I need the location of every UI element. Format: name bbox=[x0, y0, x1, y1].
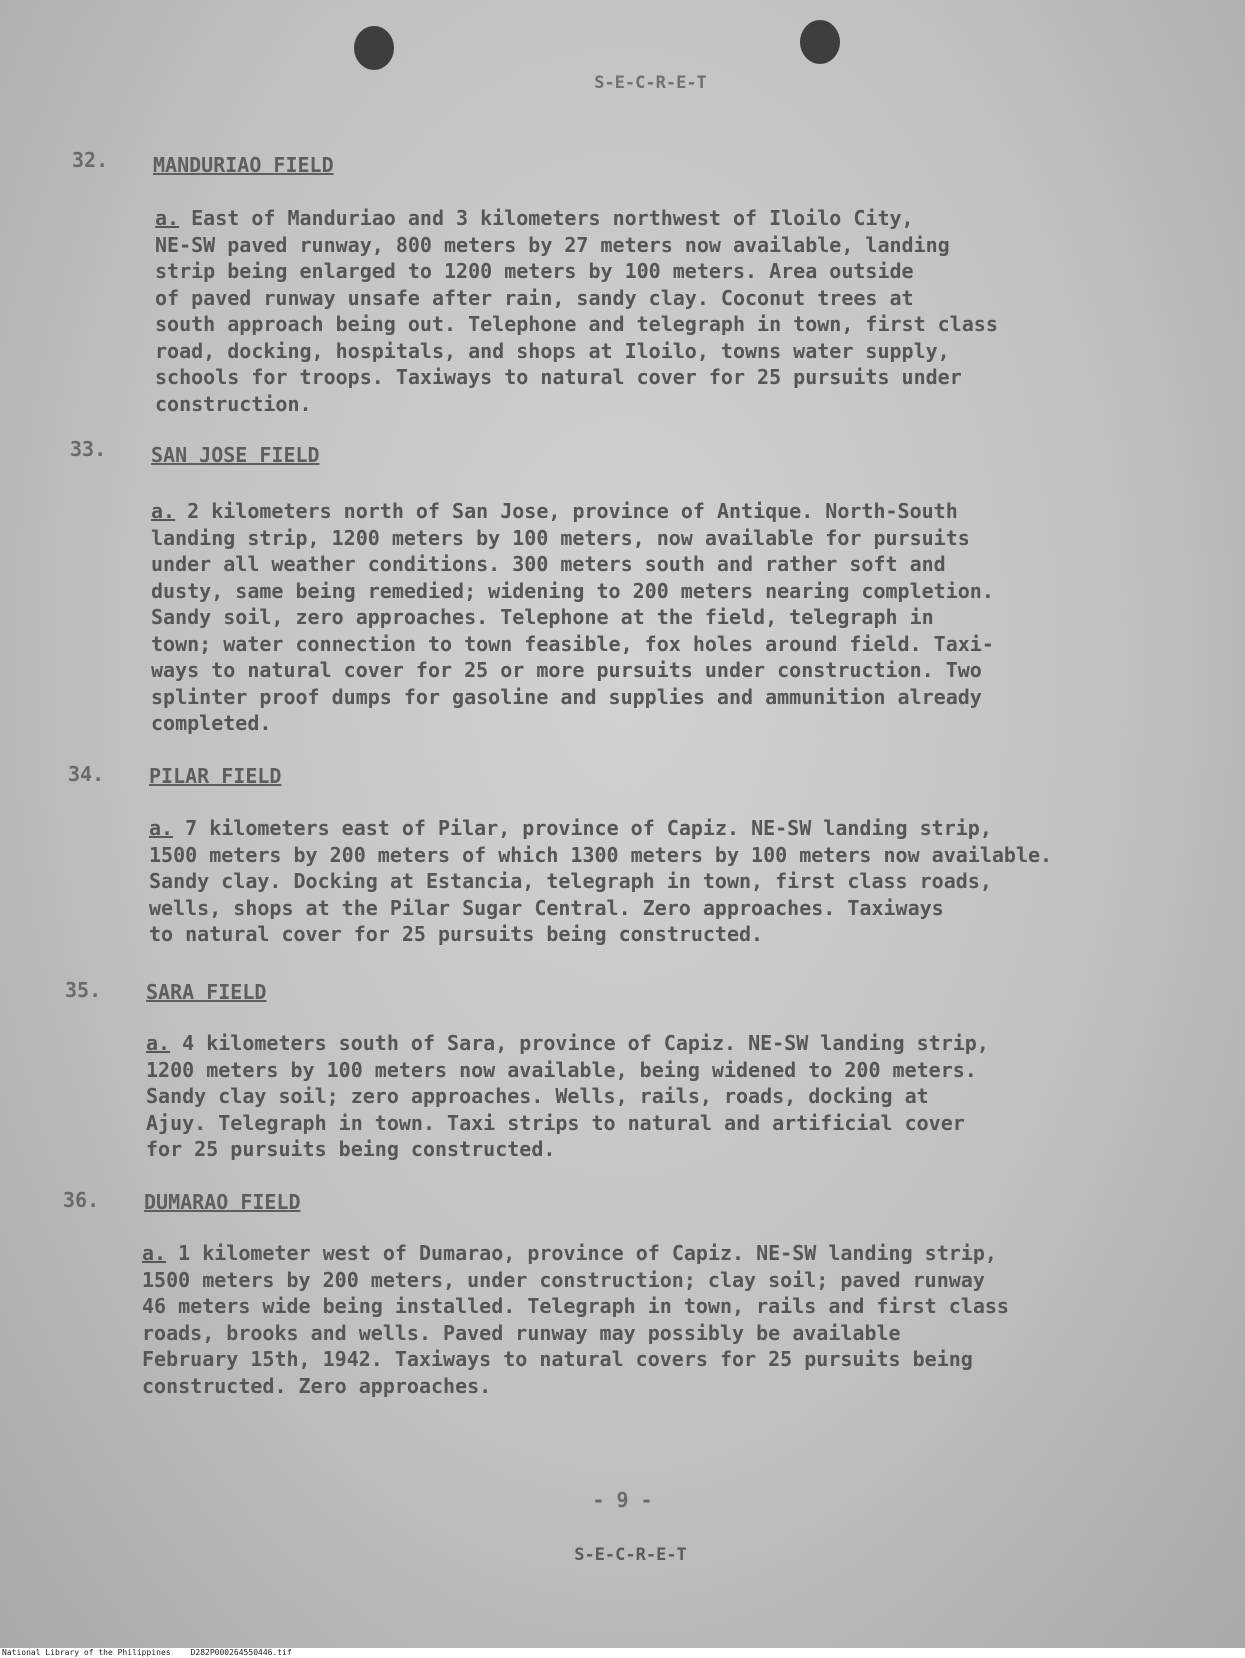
section-body bbox=[155, 205, 1145, 417]
file-id: D282P000264550446.tif bbox=[190, 1648, 292, 1657]
paragraph-letter: a. bbox=[149, 816, 174, 840]
paragraph-text: 4 kilometers south of Sara, province of Capiz. NE-SW landing strip, 1200 meters by 100 meters now available, being widened to 200 meters. Sandy clay soil; zero approaches. Wells, rails, roads, docking at Ajuy. Telegraph in town. Taxi strips to natural and artificial cover for 25 pursuits being constructed. bbox=[146, 1031, 989, 1161]
page-number: - 9 - bbox=[592, 1488, 653, 1512]
section-title: DUMARAO FIELD bbox=[144, 1190, 301, 1214]
section-number: 34. bbox=[68, 762, 105, 786]
section-number: 35. bbox=[65, 978, 102, 1002]
paragraph-letter: a. bbox=[151, 499, 176, 523]
paragraph-letter: a. bbox=[146, 1031, 171, 1055]
paragraph-text: East of Manduriao and 3 kilometers northwest of Iloilo City, NE-SW paved runway, 800 meters by 27 meters now available, landing strip being enlarged to 1200 meters by 100 meters. Area outside of paved runway unsafe after rain, sandy clay. Coconut trees at south approach being out. Telephone and telegraph in town, first class road, docking, hospitals, and shops at Iloilo, towns water supply, schools for troops. Taxiways to natural cover for 25 pursuits under construction. bbox=[155, 206, 998, 416]
section-title: MANDURIAO FIELD bbox=[153, 153, 334, 177]
header-classification: S-E-C-R-E-T bbox=[594, 73, 707, 93]
catalog-strip bbox=[0, 1648, 1245, 1658]
section-body bbox=[151, 498, 1141, 737]
section-body bbox=[149, 815, 1139, 948]
section-number: 32. bbox=[72, 148, 109, 172]
punch-hole-right bbox=[800, 20, 840, 64]
punch-hole-left bbox=[354, 26, 394, 70]
paragraph-text: 2 kilometers north of San Jose, province of Antique. North-South landing strip, 1200 meters by 100 meters, now available for pursuits under all weather conditions. 300 meters south and rather soft and dusty, same being remedied; widening to 200 meters nearing completion. Sandy soil, zero approaches. Telephone at the field, telegraph in town; water connection to town feasible, fox holes around field. Taxi- ways to natural cover for 25 or more pursuits under construction. Two splinter proof dumps for gasoline and supplies and ammunition already completed. bbox=[151, 499, 994, 735]
footer-classification: S-E-C-R-E-T bbox=[574, 1545, 687, 1565]
section-body bbox=[146, 1030, 1136, 1163]
section-body bbox=[142, 1240, 1132, 1399]
paragraph-text: 7 kilometers east of Pilar, province of Capiz. NE-SW landing strip, 1500 meters by 200 meters of which 1300 meters by 100 meters now available. Sandy clay. Docking at Estancia, telegraph in town, first class roads, wells, shops at the Pilar Sugar Central. Zero approaches. Taxiways to natural cover for 25 pursuits being constructed. bbox=[149, 816, 1053, 946]
paragraph-letter: a. bbox=[142, 1241, 167, 1265]
library-name: National Library of the Philippines bbox=[2, 1648, 171, 1657]
section-title: SAN JOSE FIELD bbox=[151, 443, 320, 467]
paragraph-letter: a. bbox=[155, 206, 180, 230]
section-number: 33. bbox=[70, 437, 107, 461]
section-number: 36. bbox=[63, 1188, 100, 1212]
section-title: PILAR FIELD bbox=[149, 764, 282, 788]
paragraph-text: 1 kilometer west of Dumarao, province of Capiz. NE-SW landing strip, 1500 meters by 200 meters, under construction; clay soil; paved runway 46 meters wide being installed. Telegraph in town, rails and first class roads, brooks and wells. Paved runway may possibly be available February 15th, 1942. Taxiways to natural covers for 25 pursuits being constructed. Zero approaches. bbox=[142, 1241, 1009, 1398]
section-title: SARA FIELD bbox=[146, 980, 267, 1004]
